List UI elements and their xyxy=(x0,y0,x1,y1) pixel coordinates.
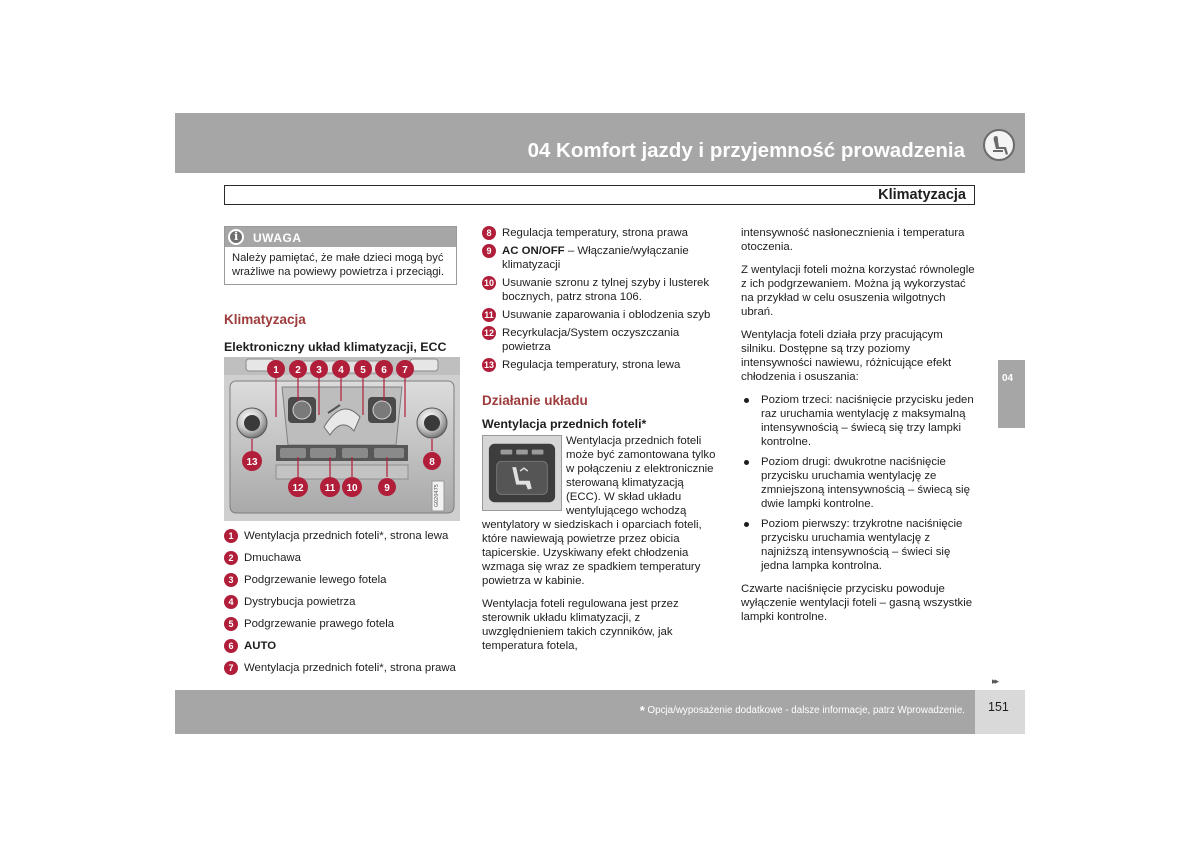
paragraph-ventilation-intro: Wentylacja przednich foteli może być zamontowana tylko w połączeniu z elektronicznie sterowaną klimatyzacją (ECC). W skład układu wentylującego wchodzą wentylatory w siedziskach i oparciach foteli, które nawiewają powietrze przez obicia tapicerskie. Uzyskiwany efekt chłodzenia wzmaga się wraz ze spadkiem temperatury powietrza w kabinie. xyxy=(482,435,716,587)
continued-arrows-icon: ▸▸ xyxy=(992,676,998,686)
note-text: Należy pamiętać, że małe dzieci mogą być wrażliwe na powiewy powietrza i przeciągi. xyxy=(232,252,445,278)
legend-item xyxy=(482,276,720,304)
paragraph-switch-off: Czwarte naciśnięcie przycisku powoduje wyłączenie wentylacji foteli – gasną wszystkie lampki kontrolne. xyxy=(741,583,973,623)
figure-marker-label: 2 xyxy=(295,365,301,376)
figure-marker-label: 4 xyxy=(338,365,344,376)
legend-text-bold: AC ON/OFF xyxy=(502,245,565,257)
footnote-star: * xyxy=(639,703,645,718)
figure-marker-label: 3 xyxy=(316,365,322,376)
footnote xyxy=(640,703,965,718)
page-number: 151 xyxy=(988,700,1009,714)
legend-item xyxy=(224,595,460,609)
heading-climate: Klimatyzacja xyxy=(224,312,306,327)
legend-number: 3 xyxy=(224,573,238,587)
legend-item xyxy=(482,326,720,354)
figure-marker-label: 5 xyxy=(360,365,366,376)
legend-item xyxy=(224,617,460,631)
legend-text: Dystrybucja powietrza xyxy=(244,596,356,608)
legend-text: Podgrzewanie lewego fotela xyxy=(244,574,387,586)
paragraph-levels-intro: Wentylacja foteli działa przy pracującym silniku. Dostępne są trzy poziomy intensywności nawiewu, różnicujące efekt chłodzenia i osuszania: xyxy=(741,329,952,383)
legend-number: 12 xyxy=(483,328,494,338)
chapter-side-tab xyxy=(998,360,1025,428)
ecc-panel-figure xyxy=(224,357,460,521)
legend-number: 6 xyxy=(224,639,238,653)
page-number-box xyxy=(975,690,1025,734)
figure-marker-label: 9 xyxy=(384,483,390,494)
section-bar xyxy=(224,185,975,205)
figure-marker-label: 7 xyxy=(402,365,408,376)
note-box xyxy=(224,226,457,285)
legend-text: Usuwanie zaparowania i oblodzenia szyb xyxy=(502,309,711,321)
legend-text: – Włączanie/wyłączanie klimatyzacji xyxy=(502,245,689,271)
paragraph-continuation: intensywność nasłonecznienia i temperatura otoczenia. xyxy=(741,227,965,253)
seat-icon xyxy=(983,129,1015,161)
legend-number: 10 xyxy=(483,278,494,288)
legend-text-bold: AUTO xyxy=(244,640,277,652)
legend-list-2 xyxy=(482,226,720,372)
chapter-icon-box xyxy=(975,113,1025,173)
legend-item xyxy=(224,573,460,587)
legend-number: 1 xyxy=(224,529,238,543)
note-header xyxy=(225,227,456,247)
footer-band xyxy=(175,690,975,734)
legend-text: Dmuchawa xyxy=(244,552,301,564)
legend-item xyxy=(482,358,720,372)
legend-number: 13 xyxy=(483,360,494,370)
chapter-title: 04 Komfort jazdy i przyjemność prowadzenia xyxy=(527,139,965,162)
legend-item xyxy=(482,308,720,322)
legend-number: 5 xyxy=(224,617,238,631)
section-title: Klimatyzacja xyxy=(878,187,966,203)
side-tab-label: 04 xyxy=(1002,373,1014,384)
level-item: Poziom drugi: dwukrotne naciśnięcie przycisku uruchamia wentylację ze zmniejszoną intensywnością – świecą się dwie lampki kontrolne. xyxy=(741,455,979,511)
levels-list xyxy=(741,393,979,573)
figure-marker-label: 11 xyxy=(324,483,336,494)
column-right xyxy=(741,226,979,633)
legend-text: Usuwanie szronu z tylnej szyby i lusterek bocznych, patrz strona 106. xyxy=(502,277,710,303)
figure-marker-label: 10 xyxy=(346,483,358,494)
footnote-text: Opcja/wyposażenie dodatkowe - dalsze informacje, patrz Wprowadzenie. xyxy=(647,705,965,716)
legend-number: 9 xyxy=(482,244,496,258)
legend-number: 8 xyxy=(482,226,496,240)
figure-marker-label: 6 xyxy=(381,365,387,376)
figure-marker-label: 13 xyxy=(246,457,258,468)
level-item: Poziom pierwszy: trzykrotne naciśnięcie przycisku uruchamia wentylację z najniższą intensywnością – świeci się jedna lampka kontrolna. xyxy=(741,517,979,573)
legend-text: Regulacja temperatury, strona prawa xyxy=(502,227,688,239)
legend-number: 7 xyxy=(224,661,238,675)
figure-marker-label: 12 xyxy=(292,483,304,494)
heading-operation: Działanie układu xyxy=(482,393,588,408)
subheading-ecc: Elektroniczny układ klimatyzacji, ECC xyxy=(224,340,447,354)
legend-number: 2 xyxy=(224,551,238,565)
legend-text: Regulacja temperatury, strona lewa xyxy=(502,359,681,371)
legend-item xyxy=(224,639,460,653)
subheading-seat-ventilation: Wentylacja przednich foteli* xyxy=(482,417,647,431)
note-label: UWAGA xyxy=(253,231,302,245)
figure-code: G020475 xyxy=(434,484,440,507)
paragraph-heating-combo: Z wentylacji foteli można korzystać równolegle z ich podgrzewaniem. Można ją wykorzystać na przykład w celu osuszenia wilgotnych ubrań. xyxy=(741,264,975,318)
level-item: Poziom trzeci: naciśnięcie przycisku jeden raz uruchamia wentylację z maksymalną intensywnością – świecą się trzy lampki kontrolne. xyxy=(741,393,979,449)
legend-text: Podgrzewanie prawego fotela xyxy=(244,618,395,630)
column-middle xyxy=(482,226,720,662)
legend-list-1 xyxy=(224,529,460,675)
figure-marker-label: 1 xyxy=(273,365,279,376)
column-left xyxy=(224,226,460,683)
legend-item xyxy=(224,529,460,543)
legend-number: 11 xyxy=(482,308,496,322)
legend-item xyxy=(482,226,720,240)
legend-item xyxy=(224,551,460,565)
info-icon xyxy=(228,229,244,245)
legend-text: Wentylacja przednich foteli*, strona prawa xyxy=(244,662,456,674)
legend-text: Wentylacja przednich foteli*, strona lewa xyxy=(244,530,449,542)
figure-marker-label: 8 xyxy=(429,457,435,468)
paragraph-ventilation-control: Wentylacja foteli regulowana jest przez sterownik układu klimatyzacji, z uwzględnieniem takich czynników, jak temperatura fotela, xyxy=(482,598,679,652)
legend-number: 4 xyxy=(224,595,238,609)
legend-item xyxy=(224,661,460,675)
seat-ventilation-button-photo xyxy=(482,435,562,511)
chapter-header xyxy=(175,113,975,173)
legend-text: Recyrkulacja/System oczyszczania powietrza xyxy=(502,327,680,353)
legend-item xyxy=(482,244,720,272)
